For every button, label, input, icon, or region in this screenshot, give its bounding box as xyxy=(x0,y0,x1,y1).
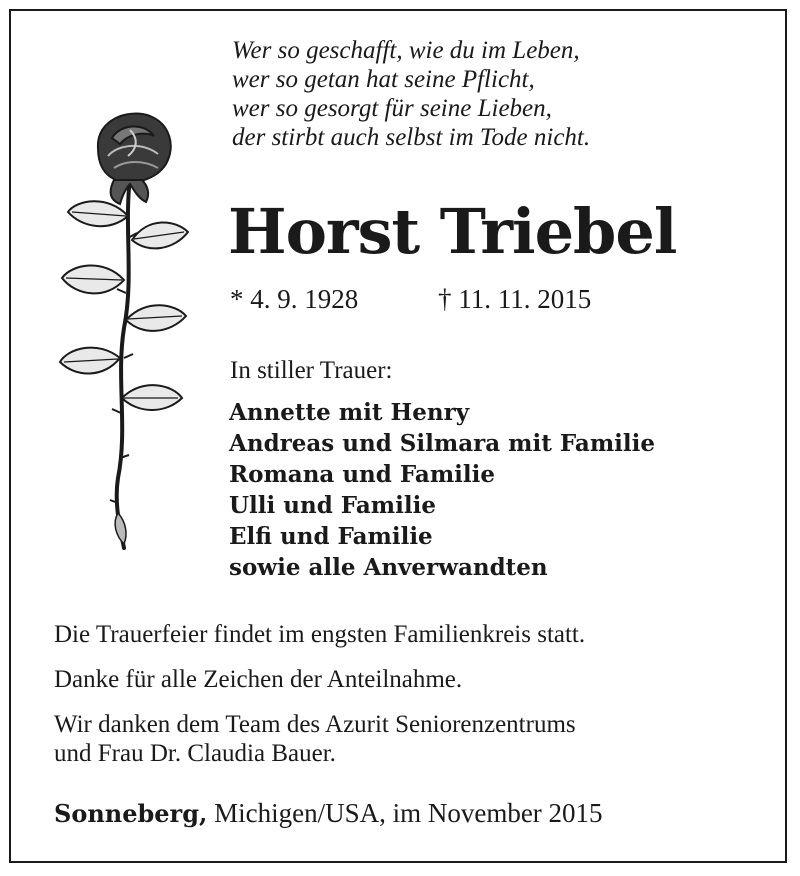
team-thanks-note xyxy=(54,710,576,768)
death-date: † 11. 11. 2015 xyxy=(438,284,592,314)
thanks-note: Danke für alle Zeichen der Anteilnahme. xyxy=(54,666,463,693)
mourner-entry: Andreas und Silmara mit Familie xyxy=(229,430,656,457)
deceased-name: Horst Triebel xyxy=(228,195,677,268)
mourner-entry: sowie alle Anverwandten xyxy=(229,554,548,581)
memorial-poem xyxy=(232,36,590,152)
ceremony-note: Die Trauerfeier findet im engsten Familienkreis statt. xyxy=(54,621,586,648)
poem-line: der stirbt auch selbst im Tode nicht. xyxy=(232,124,591,151)
mourner-entry: Elfi und Familie xyxy=(229,523,433,550)
mourner-entry: Romana und Familie xyxy=(229,461,496,488)
birth-date: * 4. 9. 1928 xyxy=(230,284,359,314)
place-and-date xyxy=(54,797,603,830)
poem-line: wer so getan hat seine Pflicht, xyxy=(232,66,535,93)
poem-line: wer so gesorgt für seine Lieben, xyxy=(232,95,552,122)
poem-line: Wer so geschafft, wie du im Leben, xyxy=(232,37,580,64)
mourner-entry: Ulli und Familie xyxy=(229,492,436,519)
mourners-list xyxy=(229,397,655,583)
team-thanks-line: und Frau Dr. Claudia Bauer. xyxy=(54,740,336,767)
team-thanks-line: Wir danken dem Team des Azurit Seniorenzentrums xyxy=(54,711,576,738)
city-name: Sonneberg, xyxy=(54,799,208,828)
place-date-rest: Michigen/USA, im November 2015 xyxy=(207,798,603,828)
mourner-entry: Annette mit Henry xyxy=(229,399,470,426)
mourning-intro: In stiller Trauer: xyxy=(230,357,393,384)
rose-icon xyxy=(58,108,198,554)
